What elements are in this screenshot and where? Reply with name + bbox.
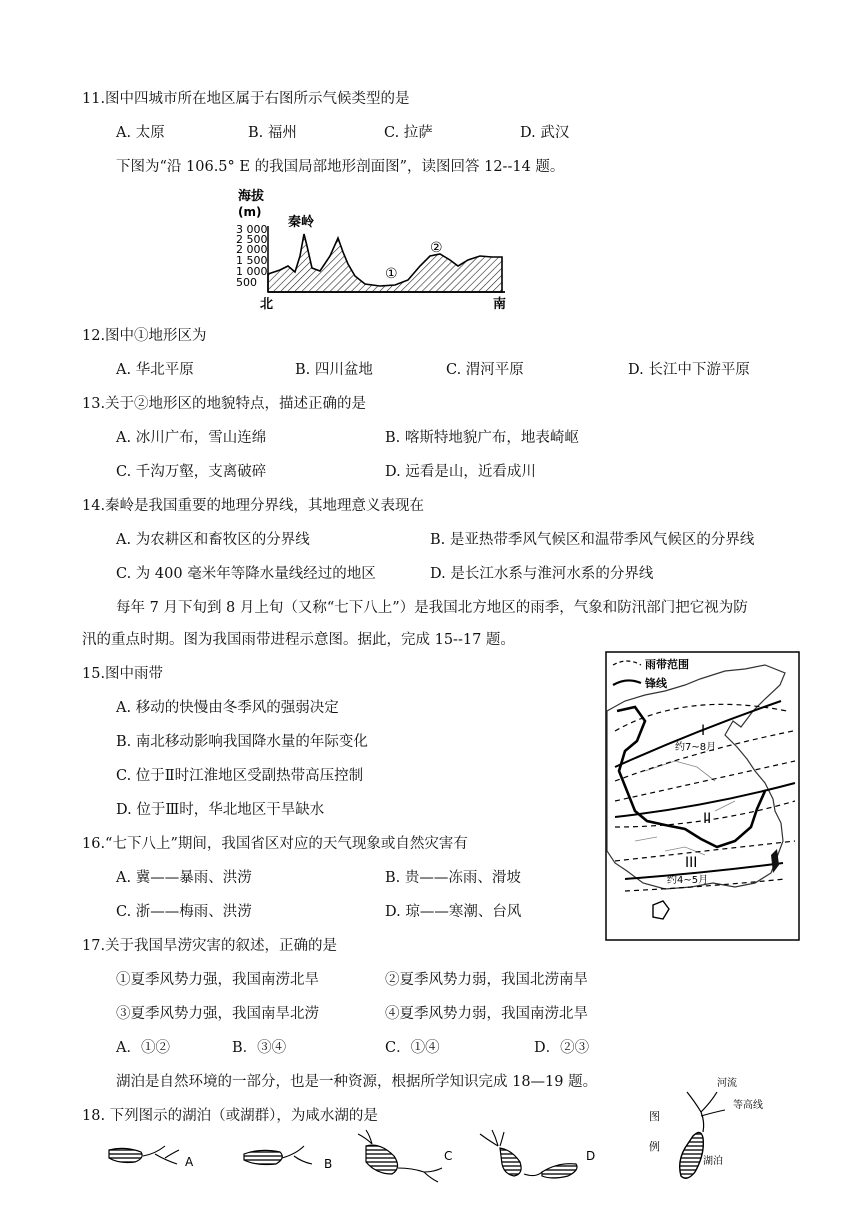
legend-range-label: 雨带范围 xyxy=(645,658,689,671)
q14-option-d: D. 是长江水系与淮河水系的分界线 xyxy=(430,566,654,582)
lake-diagram-b xyxy=(240,1138,340,1178)
legend-lake-label: 湖泊 xyxy=(703,1156,723,1167)
y-axis-unit: (m) xyxy=(238,205,262,219)
q11-option-a: A. 太原 xyxy=(116,125,165,141)
intro-12-14: 下图为“沿 106.5° E 的我国局部地形剖面图”，读图回答 12--14 题。 xyxy=(116,159,565,175)
q12-option-a: A. 华北平原 xyxy=(116,362,194,378)
q13-option-b: B. 喀斯特地貌广布，地表崎岖 xyxy=(385,430,579,446)
tick-label: 500 xyxy=(236,276,257,289)
q11-option-c: C. 拉萨 xyxy=(384,125,433,141)
q13-option-d: D. 远看是山，近看成川 xyxy=(385,464,536,480)
terrain-area xyxy=(268,234,502,292)
legend-front-label: 锋线 xyxy=(645,677,667,690)
lake-c-shape xyxy=(366,1145,398,1174)
q17-item-4: ④夏季风势力弱，我国南涝北旱 xyxy=(385,1006,588,1022)
q16-option-b: B. 贵——冻雨、滑坡 xyxy=(385,870,521,886)
lake-diagram-d xyxy=(476,1128,606,1186)
q12-stem: 12.图中①地形区为 xyxy=(82,328,207,344)
q12-option-d: D. 长江中下游平原 xyxy=(628,362,750,378)
lake-a-shape xyxy=(109,1148,142,1162)
lake-a-rivers xyxy=(143,1146,179,1164)
intro-15-17-line2: 汛的重点时期。图为我国雨带进程示意图。据此，完成 15--17 题。 xyxy=(82,632,515,648)
lake-d-inflow xyxy=(480,1130,504,1146)
q13-stem: 13.关于②地形区的地貌特点，描述正确的是 xyxy=(82,396,367,412)
q17-item-1: ①夏季风势力强，我国南涝北旱 xyxy=(116,972,319,988)
lake-c-inflow xyxy=(358,1130,372,1144)
legend-tu: 图 xyxy=(649,1110,660,1123)
rain-belt-3-time: 约4~5月 xyxy=(667,875,709,886)
q14-option-c: C. 为 400 毫米年等降水量线经过的地区 xyxy=(116,566,376,582)
lake-legend-figure xyxy=(645,1072,780,1192)
lake-d-label: D xyxy=(586,1149,596,1163)
rain-belt-1-time: 约7~8月 xyxy=(675,742,717,753)
marker-2: ② xyxy=(430,240,443,256)
lake-d-shape-2 xyxy=(542,1164,577,1178)
lake-c-outflow xyxy=(398,1168,442,1182)
lake-d-shape-1 xyxy=(500,1148,521,1176)
lake-diagram-a xyxy=(105,1136,215,1176)
q17-item-3: ③夏季风势力强，我国南旱北涝 xyxy=(116,1006,319,1022)
legend-river-label: 河流 xyxy=(717,1078,737,1089)
q14-option-a: A. 为农耕区和畜牧区的分界线 xyxy=(116,532,310,548)
intro-15-17-line1: 每年 7 月下旬到 8 月上旬（又称“七下八上”）是我国北方地区的雨季，气象和防汛部门把它视为防 xyxy=(116,600,748,616)
q11-stem: 11.图中四城市所在地区属于右图所示气候类型的是 xyxy=(82,91,410,107)
q15-option-c: C. 位于Ⅱ时江淮地区受副热带高压控制 xyxy=(116,768,364,784)
q14-stem: 14.秦岭是我国重要的地理分界线，其地理意义表现在 xyxy=(82,498,425,514)
contour-icon xyxy=(701,1110,725,1116)
tick-label: 2 500 xyxy=(236,233,268,246)
tick-label: 1 000 xyxy=(236,265,268,278)
qinling-label: 秦岭 xyxy=(288,215,315,230)
river-branch-icon xyxy=(701,1092,717,1112)
q11-option-b: B. 福州 xyxy=(248,125,297,141)
q15-option-d: D. 位于Ⅲ时，华北地区干旱缺水 xyxy=(116,802,325,818)
lake-b-label: B xyxy=(324,1157,333,1171)
q18-stem: 18. 下列图示的湖泊（或湖群），为咸水湖的是 xyxy=(82,1108,378,1124)
lake-b-shape xyxy=(244,1150,282,1164)
lake-diagram-c xyxy=(352,1128,462,1186)
south-label: 南 xyxy=(493,297,507,312)
terrain-profile-figure xyxy=(230,186,520,316)
q13-option-c: C. 千沟万壑，支离破碎 xyxy=(116,464,267,480)
q17-option-c: C．①④ xyxy=(385,1040,440,1056)
north-label: 北 xyxy=(260,297,274,312)
q15-option-a: A. 移动的快慢由冬季风的强弱决定 xyxy=(116,700,339,716)
tick-label: 3 000 xyxy=(236,223,268,236)
q16-option-d: D. 琼——寒潮、台风 xyxy=(385,904,522,920)
tick-label: 2 000 xyxy=(236,243,268,256)
q17-option-d: D．②③ xyxy=(534,1040,590,1056)
y-axis-title: 海拔 xyxy=(238,189,265,204)
q13-option-a: A. 冰川广布，雪山连绵 xyxy=(116,430,267,446)
rain-belt-3-label: III xyxy=(685,855,698,871)
rain-belt-2-label: II xyxy=(703,811,712,827)
lake-a-label: A xyxy=(185,1155,194,1169)
rain-belt-1-label: I xyxy=(701,723,706,739)
legend-contour-label: 等高线 xyxy=(733,1100,763,1111)
lake-icon xyxy=(680,1132,704,1178)
q15-option-b: B. 南北移动影响我国降水量的年际变化 xyxy=(116,734,368,750)
q12-option-b: B. 四川盆地 xyxy=(295,362,373,378)
q17-option-a: A．①② xyxy=(116,1040,170,1056)
q12-option-c: C. 渭河平原 xyxy=(446,362,524,378)
tick-label: 1 500 xyxy=(236,254,268,267)
lake-c-label: C xyxy=(444,1149,453,1163)
q17-stem: 17.关于我国旱涝灾害的叙述，正确的是 xyxy=(82,938,338,954)
q16-option-a: A. 冀——暴雨、洪涝 xyxy=(116,870,252,886)
rain-belt-map xyxy=(605,651,800,941)
lake-b-rivers xyxy=(282,1146,312,1164)
q16-stem: 16.“七下八上”期间，我国省区对应的天气现象或自然灾害有 xyxy=(82,836,468,852)
q17-item-2: ②夏季风势力弱，我国北涝南旱 xyxy=(385,972,588,988)
q17-option-b: B．③④ xyxy=(232,1040,287,1056)
q15-stem: 15.图中雨带 xyxy=(82,666,164,682)
marker-1: ① xyxy=(385,266,398,282)
q11-option-d: D. 武汉 xyxy=(520,125,570,141)
intro-18-19: 湖泊是自然环境的一部分，也是一种资源，根据所学知识完成 18—19 题。 xyxy=(116,1074,598,1090)
legend-li: 例 xyxy=(649,1140,660,1153)
q16-option-c: C. 浙——梅雨、洪涝 xyxy=(116,904,252,920)
lake-d-connector xyxy=(524,1172,542,1176)
q14-option-b: B. 是亚热带季风气候区和温带季风气候区的分界线 xyxy=(430,532,755,548)
